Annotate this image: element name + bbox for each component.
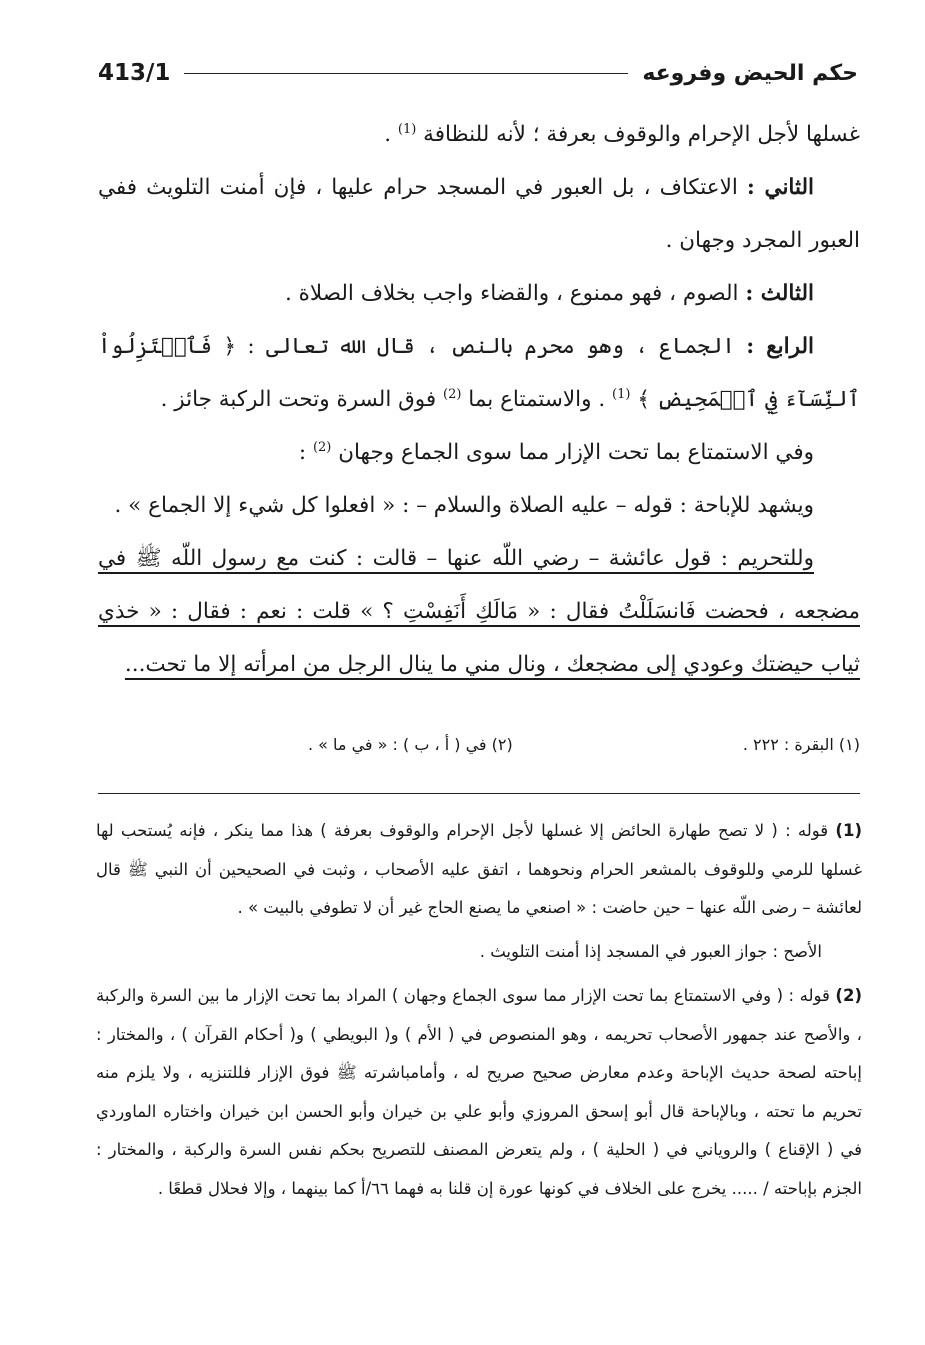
- paragraph-permission: [98, 479, 860, 532]
- paragraph-text: الاعتكاف ، بل العبور في المسجد حرام عليها ، فإن أمنت التلويث ففي العبور المجرد وجهان .: [98, 175, 860, 253]
- commentary: [96, 812, 862, 1208]
- footnote-ref: (1): [612, 386, 631, 402]
- paragraph-prohibition: [98, 532, 860, 691]
- paragraph-third: [98, 267, 860, 320]
- comment-text: قوله : ( لا تصح طهارة الحائض إلا غسلها لأجل الإحرام والوقوف بعرفة ) هذا مما ينكر ، فإنه يُستحب لها غسلها للرمي وللوقوف بالمشعر الحرام ونحوهما ، اتفق عليه الأصحاب ، وثبت في الصحيحين أن النبي ﷺ قال لعائشة – رضى اللّه عنها – حين حاضت : « اصنعي ما يصنع الحاج غير أن لا تطوفي بالبيت » .: [96, 821, 862, 917]
- footnote-ref: (2): [443, 386, 462, 402]
- paragraph-text: غسلها لأجل الإحرام والوقوف بعرفة ؛ لأنه للنظافة: [423, 122, 860, 147]
- paragraph-enjoyment: [98, 426, 860, 479]
- main-text: [98, 108, 860, 691]
- comment-number: (2): [835, 986, 862, 1005]
- comment-1: [96, 812, 862, 928]
- comment-text: قوله : ( وفي الاستمتاع بما تحت الإزار مما سوى الجماع وجهان ) المراد بما تحت الإزار ما بين السرة والركبة ، والأصح عند جمهور الأصحاب تحريمه ، وهو المنصوص في ( الأم ) و( البويطي ) و( أحكام القرآن ) ، والمختار : إباحته لصحة حديث الإباحة وعدم معارض صحيح صريح له ، وأمامباشرته ﷺ فوق الإزار فللتنزيه ، ولا يلزم منه تحريم ما تحته ، وبالإباحة قال أبو إسحق المروزي وأبو علي بن خيران وأبو الحسن ابن خيران واختاره الماوردي في ( الإقناع ) والروياني في ( الحلية ) ، ولم يتعرض المصنف للتصريح بحكم نفس السرة والركبة ، والمختار : الجزم بإباحته / ..... يخرج على الخلاف في كونها عورة إن قلنا به فهما ٦٦/أ كما بينهما ، وإلا فحلال قطعًا .: [96, 986, 862, 1198]
- paragraph-fourth: [98, 320, 860, 426]
- footnote-divider: [98, 793, 860, 794]
- paragraph-text: .: [384, 122, 398, 147]
- footnotes: [98, 726, 860, 762]
- paragraph-text: . والاستمتاع بما: [461, 387, 613, 412]
- footnote-2: (٢) في ( أ ، ب ) : « في ما » .: [308, 734, 513, 754]
- paragraph-text: الصوم ، فهو ممنوع ، والقضاء واجب بخلاف الصلاة .: [284, 281, 746, 306]
- section-label: الثالث :: [745, 281, 814, 306]
- section-label: الرابع :: [746, 334, 814, 359]
- footnote-1: (١) البقرة : ٢٢٢ .: [742, 734, 860, 754]
- quran-verse: ﴿ فَٱعۡتَزِلُواْ ٱلنِّسَآءَ فِي ٱلۡمَحِيضِ ﴾: [98, 334, 860, 412]
- paragraph-0: [98, 108, 860, 161]
- chapter-title: حكم الحيض وفروعه: [642, 60, 858, 86]
- paragraph-text: فوق السرة وتحت الركبة جائز .: [160, 387, 444, 412]
- section-label: الثاني :: [746, 175, 814, 200]
- comment-2: [96, 977, 862, 1208]
- footnote-ref: (2): [312, 439, 332, 455]
- paragraph-text: وفي الاستمتاع بما تحت الإزار مما سوى الجماع وجهان: [331, 440, 814, 465]
- paragraph-second: [98, 161, 860, 267]
- paragraph-text: ويشهد للإباحة : قوله – عليه الصلاة والسلام – : « افعلوا كل شيء إلا الجماع » .: [114, 493, 814, 518]
- running-header: [98, 58, 858, 88]
- paragraph-text: :: [298, 440, 313, 465]
- comment-1-conclusion: الأصح : جواز العبور في المسجد إذا أمنت التلويث .: [479, 941, 822, 961]
- paragraph-text: الجماع ، وهو محرم بالنص ، قال الله تعالى :: [235, 334, 747, 359]
- footnote-ref: (1): [397, 121, 417, 137]
- header-rule: [184, 73, 628, 74]
- comment-number: (1): [835, 821, 862, 840]
- page-number: 413/1: [98, 60, 171, 86]
- paragraph-text: وللتحريم : قول عائشة – رضي اللّه عنها – قالت : كنت مع رسول اللّه ﷺ في مضجعه ، فحضت فَانسَلَلْتُ فقال : « مَالَكِ أَنَفِسْتِ ؟ » قلت : نعم : فقال : « خذي ثياب حيضتك وعودي إلى مضجعك ، ونال مني ما ينال الرجل من امرأته إلا ما تحت...: [98, 546, 860, 677]
